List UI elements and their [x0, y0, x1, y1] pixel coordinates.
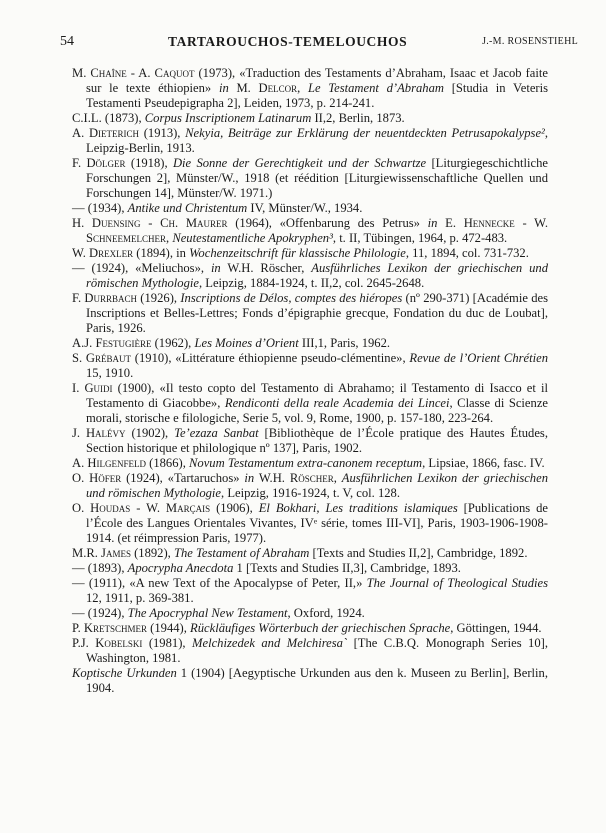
bibliography-entry [72, 156, 548, 201]
entry-text: , Lipsiae, 1866, fasc. IV. [422, 456, 545, 470]
entry-text: (1973), «Traduction des Testaments d’Abraham, Isaac et Jacob faite sur le texte éthiopien» [86, 66, 548, 95]
entry-author: Hennecke - W. Schneemelcher [86, 216, 548, 245]
entry-text: (1902), [125, 426, 175, 440]
bibliography-entry [72, 426, 548, 456]
bibliography-entry [72, 66, 548, 111]
bibliography-entry [72, 291, 548, 336]
entry-author: O. Höfer [72, 471, 122, 485]
bibliography-entry [72, 561, 548, 576]
bibliography-entry [72, 381, 548, 426]
bibliography-entry [72, 501, 548, 546]
bibliography-entry [72, 111, 548, 126]
entry-author: P.J. Kobelski [72, 636, 143, 650]
entry-text: , 11, 1894, col. 731-732. [405, 246, 529, 260]
entry-text: (1944), [147, 621, 191, 635]
entry-text: (1894), in [133, 246, 190, 260]
entry-author: A. Hilgenfeld [72, 456, 146, 470]
entry-author: H. Duensing - Ch. Maurer [72, 216, 228, 230]
entry-title-italic: Les Moines d’Orient [194, 336, 299, 350]
entry-text: , Göttingen, 1944. [450, 621, 542, 635]
running-author: J.-M. ROSENSTIEHL [482, 36, 578, 47]
entry-text: [Studia in Veteris Testamenti Pseudepigrapha 2], Leiden, 1973, p. 214-241. [86, 81, 549, 110]
running-header [60, 34, 578, 54]
entry-text: [Bibliothèque de l’École pratique des Hautes Études, Section historique et philologique nº 137], Paris, 1902. [86, 426, 548, 455]
entry-text: — (1924), [72, 606, 128, 620]
entry-text: W.H. [254, 471, 290, 485]
entry-text: (nº 290-371) [Académie des Inscriptions et Belles-Lettres; Fonds d’épigraphie grecque, Fondation du duc de Loubat], Paris, 1926. [86, 291, 548, 335]
entry-text: , [333, 471, 342, 485]
entry-text: , [166, 231, 173, 245]
entry-author: M. Delcor [236, 81, 298, 95]
running-title: TARTAROUCHOS-TEMELOUCHOS [168, 34, 408, 49]
entry-title-italic: in [244, 471, 255, 485]
page-number: 54 [60, 34, 74, 49]
entry-author: S. Grébaut [72, 351, 132, 365]
entry-title-italic: Te’ezaza Sanbat [174, 426, 259, 440]
entry-text: 1 (1904) [Aegyptische Urkunden aus den k. Museen zu Berlin], Berlin, 1904. [86, 666, 548, 695]
entry-title-italic: in [218, 81, 229, 95]
entry-text: C.I.L. (1873), [72, 111, 145, 125]
entry-author: I. Guidi [72, 381, 113, 395]
entry-author: F. Durrbach [72, 291, 138, 305]
entry-title-italic: Neutestamentliche Apokryphen³ [172, 231, 333, 245]
bibliography-entry [72, 636, 548, 666]
entry-title-italic: Melchizedek and Melchiresa` [192, 636, 348, 650]
bibliography-entry [72, 201, 548, 216]
bibliography-entry [72, 126, 548, 156]
bibliography-entry [72, 261, 548, 291]
entry-text: (1926), [137, 291, 181, 305]
entry-text: 15, 1910. [86, 366, 134, 380]
entry-title-italic: The Testament of Abraham [173, 546, 310, 560]
entry-title-italic: Revue de l’Orient Chrétien [409, 351, 548, 365]
entry-title-italic: Apocrypha Anecdota [127, 561, 234, 575]
entry-text: (1892), [130, 546, 174, 560]
entry-title-italic: Novum Testamentum extra-canonem receptum [189, 456, 423, 470]
bibliography-entry [72, 606, 548, 621]
bibliography-entry [72, 471, 548, 501]
entry-title-italic: Inscriptions de Délos, comptes des hiéropes [180, 291, 403, 305]
entry-author: A. Dieterich [72, 126, 140, 140]
entry-text: (1924), «Tartaruchos» [121, 471, 245, 485]
entry-author: Röscher [289, 471, 334, 485]
bibliography-entry [72, 216, 548, 246]
entry-title-italic: Nekyia, Beiträge zur Erklärung der neuentdeckten Petrusapokalypse² [185, 126, 545, 140]
entry-text: [The C.B.Q. Monograph Series 10], Washington, 1981. [86, 636, 548, 665]
bibliography-entry [72, 246, 548, 261]
entry-text: , Leipzig-Berlin, 1913. [86, 126, 548, 155]
entry-text: — (1924), «Meliuchos», [72, 261, 211, 275]
entry-text: , Leipzig, 1916-1924, t. V, col. 128. [221, 486, 400, 500]
entry-text: (1981), [142, 636, 192, 650]
entry-title-italic: in [427, 216, 438, 230]
entry-text: II,2, Berlin, 1873. [311, 111, 405, 125]
entry-text: (1964), «Offenbarung des Petrus» [227, 216, 428, 230]
entry-text: 1 [Texts and Studies II,3], Cambridge, 1893. [233, 561, 461, 575]
entry-title-italic: Koptische Urkunden [72, 666, 177, 680]
entry-title-italic: El Bokhari, Les traditions islamiques [258, 501, 458, 515]
entry-title-italic: Ausführliches Lexikon der griechischen und römischen Mythologie [86, 261, 548, 290]
bibliography-list [72, 66, 548, 696]
entry-title-italic: Wochenzeitschrift für klassische Philologie [189, 246, 406, 260]
entry-author: M. Chaîne - A. Caquot [72, 66, 195, 80]
entry-text: , Classe di Scienze morali, storische e filologiche, Serie 5, vol. 9, Rome, 1900, p. 157-180, 223-264. [86, 396, 548, 425]
entry-text: [Texts and Studies II,2], Cambridge, 1892. [309, 546, 528, 560]
entry-author: J. Halévy [72, 426, 126, 440]
entry-text: (1913), [139, 126, 186, 140]
entry-text: IV, Münster/W., 1934. [247, 201, 363, 215]
entry-title-italic: Corpus Inscriptionem Latinarum [144, 111, 312, 125]
entry-title-italic: Ausführlichen Lexikon der griechischen und römischen Mythologie [86, 471, 548, 500]
entry-text: E. [437, 216, 464, 230]
entry-text: — (1911), «A new Text of the Apocalypse of Peter, II,» [72, 576, 367, 590]
bibliography-entry [72, 576, 548, 606]
entry-text: (1962), [151, 336, 195, 350]
entry-text: (1910), «Littérature éthiopienne pseudo-clémentine», [131, 351, 410, 365]
bibliography-entry [72, 336, 548, 351]
entry-author: A.J. Festugière [72, 336, 152, 350]
entry-text: (1866), [145, 456, 190, 470]
entry-text: , Leipzig, 1884-1924, t. II,2, col. 2645-2648. [198, 276, 425, 290]
entry-text: III,1, Paris, 1962. [298, 336, 391, 350]
entry-title-italic: in [210, 261, 221, 275]
entry-text: [Publications de l’École des Langues Orientales Vivantes, IVᵉ série, tomes III-VI], Paris, 1903-1906-1908-1914. (et réimpression Paris, 1977). [86, 501, 548, 545]
entry-text: W.H. Röscher, [220, 261, 312, 275]
entry-text: — (1934), [72, 201, 128, 215]
entry-author: F. Dölger [72, 156, 126, 170]
entry-title-italic: The Journal of Theological Studies [366, 576, 548, 590]
entry-author: M.R. James [72, 546, 131, 560]
entry-title-italic: Die Sonne der Gerechtigkeit und der Schwartze [172, 156, 427, 170]
entry-text: , t. II, Tübingen, 1964, p. 472-483. [332, 231, 508, 245]
entry-text: , [297, 81, 308, 95]
bibliography-entry [72, 621, 548, 636]
bibliography-entry [72, 546, 548, 561]
bibliography-entry [72, 456, 548, 471]
entry-text: (1918), [125, 156, 173, 170]
entry-title-italic: The Apocryphal New Testament [127, 606, 288, 620]
entry-author: O. Houdas - W. Marçais [72, 501, 211, 515]
entry-text: [Liturgiegeschichtliche Forschungen 2], Münster/W., 1918 (et réédition [Liturgiewissenschaftliche Quellen und Forschungen 14], Münster/W. 1971.) [86, 156, 549, 200]
entry-title-italic: Antike und Christentum [127, 201, 248, 215]
entry-text: (1900), «Il testo copto del Testamento di Abrahamo; il Testamento di Isacco et il Testamento di Giacobbe», [86, 381, 548, 410]
entry-title-italic: Le Testament d’Abraham [307, 81, 444, 95]
bibliography-entry [72, 351, 548, 381]
entry-author: P. Kretschmer [72, 621, 148, 635]
entry-text: 12, 1911, p. 369-381. [86, 591, 194, 605]
entry-title-italic: Rendiconti della reale Academia dei Lincei [224, 396, 450, 410]
entry-text: — (1893), [72, 561, 128, 575]
entry-text: , Oxford, 1924. [287, 606, 365, 620]
bibliography-entry [72, 666, 548, 696]
entry-title-italic: Rückläufiges Wörterbuch der griechischen Sprache [190, 621, 451, 635]
entry-text: (1906), [210, 501, 259, 515]
entry-author: W. Drexler [72, 246, 134, 260]
